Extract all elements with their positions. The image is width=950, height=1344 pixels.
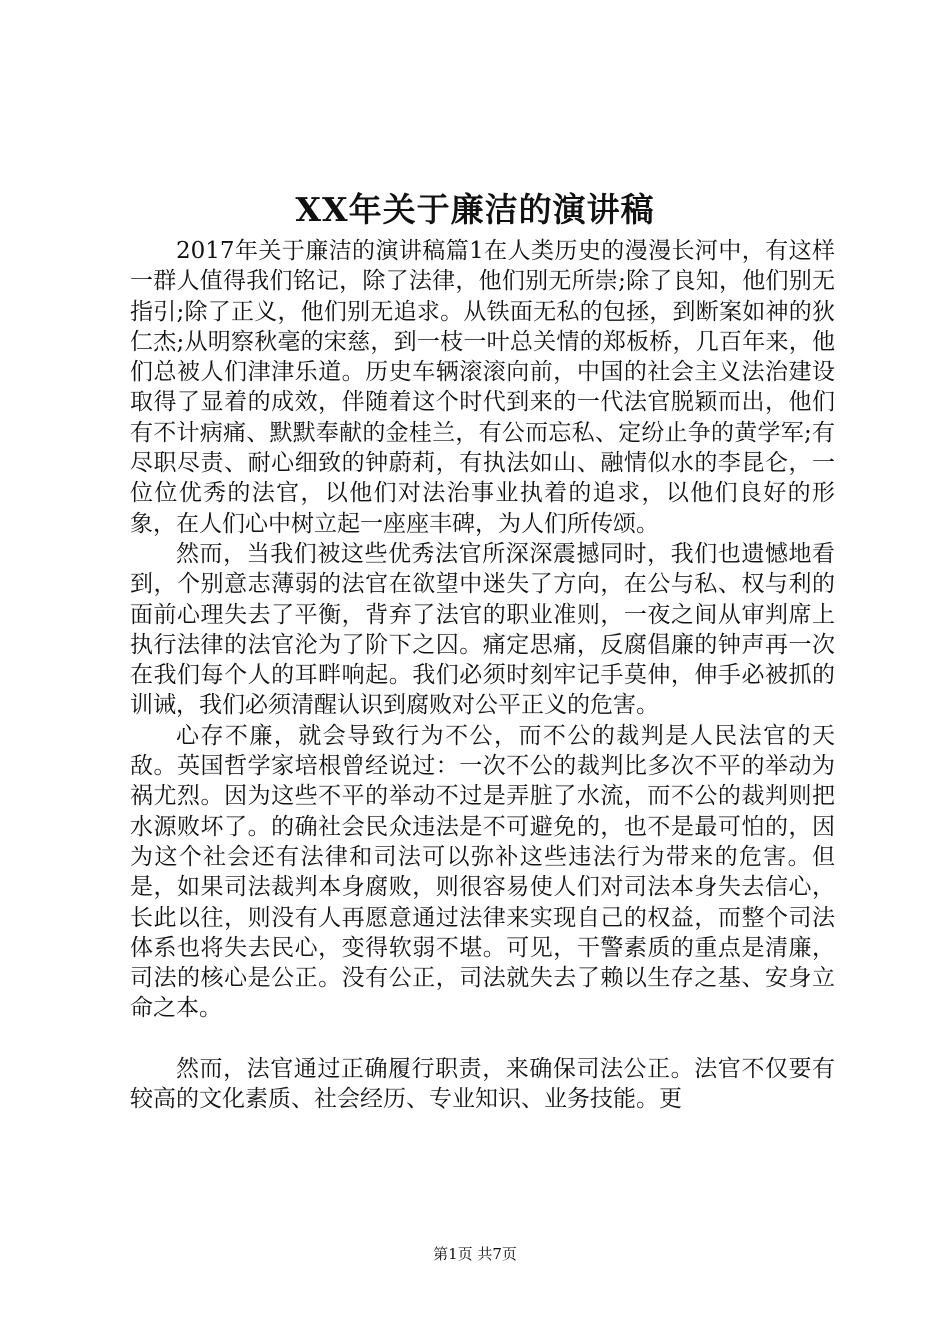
paragraph: 2017年关于廉洁的演讲稿篇1在人类历史的漫漫长河中，有这样一群人值得我们铭记，除了法律，他们别无所崇;除了良知，他们别无指引;除了正义，他们别无追求。从铁面无私的包拯，到断案如神的狄仁杰;从明察秋毫的宋慈，到一枝一叶总关情的郑板桥，几百年来，他们总被人们津津乐道。历史车辆滚滚向前，中国的社会主义法治建设取得了显着的成效，伴随着这个时代到来的一代法官脱颖而出，他们有不计病痛、默默奉献的金桂兰，有公而忘私、定纷止争的黄学军;有尽职尽责、耐心细致的钟蔚莉，有执法如山、融情似水的李昆仑，一位位优秀的法官，以他们对法治事业执着的追求，以他们良好的形象，在人们心中树立起一座座丰碑，为人们所传颂。 xyxy=(130,238,835,537)
paragraph: 然而，法官通过正确履行职责，来确保司法公正。法官不仅要有较高的文化素质、社会经历、专业知识、业务技能。更 xyxy=(130,1055,835,1113)
document-title: XX年关于廉洁的演讲稿 xyxy=(295,190,655,229)
page-number-footer: 第1页 共7页 xyxy=(433,1245,517,1263)
document-body xyxy=(130,236,835,1114)
paragraph: 心存不廉，就会导致行为不公，而不公的裁判是人民法官的天敌。英国哲学家培根曾经说过：一次不公的裁判比多次不平的举动为祸尤烈。因为这些不平的举动不过是弄脏了水流，而不公的裁判则把水源败坏了。的确社会民众违法是不可避免的，也不是最可怕的，因为这个社会还有法律和司法可以弥补这些违法行为带来的危害。但是，如果司法裁判本身腐败，则很容易使人们对司法本身失去信心，长此以往，则没有人再愿意通过法律来实现自己的权益，而整个司法体系也将失去民心，变得软弱不堪。可见，干警素质的重点是清廉，司法的核心是公正。没有公正，司法就失去了赖以生存之基、安身立命之本。 xyxy=(130,722,835,1022)
paragraph: 然而，当我们被这些优秀法官所深深震撼同时，我们也遗憾地看到，个别意志薄弱的法官在欲望中迷失了方向，在公与私、权与利的面前心理失去了平衡，背弃了法官的职业准则，一夜之间从审判席上执行法律的法官沦为了阶下之囚。痛定思痛，反腐倡廉的钟声再一次在我们每个人的耳畔响起。我们必须时刻牢记手莫伸，伸手必被抓的训诫，我们必须清醒认识到腐败对公平正义的危害。 xyxy=(130,540,835,719)
